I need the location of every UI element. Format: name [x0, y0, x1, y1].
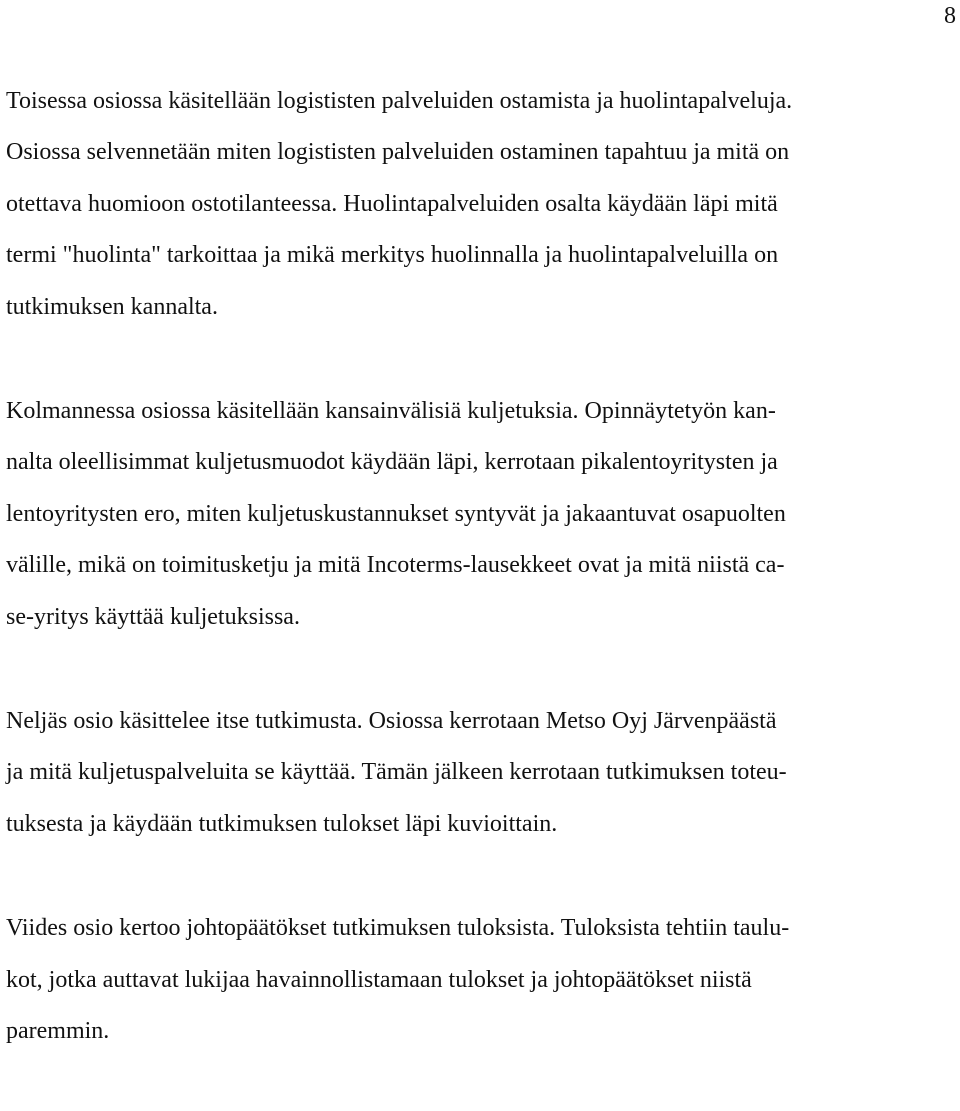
text-line: Osiossa selvennetään miten logististen palveluiden ostaminen tapahtuu ja mitä on — [6, 139, 790, 166]
paragraph-fifth-section — [6, 903, 946, 1057]
text-line: tuksesta ja käydään tutkimuksen tulokset läpi kuvioittain. — [6, 810, 558, 837]
document-body — [6, 76, 946, 1111]
text-line: tutkimuksen kannalta. — [6, 293, 218, 320]
text-line: Viides osio kertoo johtopäätökset tutkimuksen tuloksista. Tuloksista tehtiin taulu- — [6, 915, 790, 942]
text-line: lentoyritysten ero, miten kuljetuskustannukset syntyvät ja jakaantuvat osapuolten — [6, 500, 786, 527]
page-number: 8 — [944, 3, 956, 29]
text-line: kot, jotka auttavat lukijaa havainnollistamaan tulokset ja johtopäätökset niistä — [6, 966, 752, 993]
text-line: otettava huomioon ostotilanteessa. Huolintapalveluiden osalta käydään läpi mitä — [6, 190, 778, 217]
text-line: Neljäs osio käsittelee itse tutkimusta. Osiossa kerrotaan Metso Oyj Järvenpäästä — [6, 708, 777, 735]
text-line: se-yritys käyttää kuljetuksissa. — [6, 603, 300, 630]
text-line: ja mitä kuljetuspalveluita se käyttää. Tämän jälkeen kerrotaan tutkimuksen toteu- — [6, 759, 787, 786]
text-line: Toisessa osiossa käsitellään logististen palveluiden ostamista ja huolintapalveluja. — [6, 88, 793, 114]
text-line: paremmin. — [6, 1018, 110, 1045]
text-line: välille, mikä on toimitusketju ja mitä Incoterms-lausekkeet ovat ja mitä niistä ca- — [6, 552, 785, 579]
text-line: Kolmannessa osiossa käsitellään kansainvälisiä kuljetuksia. Opinnäytetyön kan- — [6, 398, 776, 425]
text-line: nalta oleellisimmat kuljetusmuodot käydään läpi, kerrotaan pikalentoyritysten ja — [6, 449, 778, 476]
paragraph-third-section — [6, 386, 946, 643]
text-line: termi "huolinta" tarkoittaa ja mikä merkitys huolinnalla ja huolintapalveluilla on — [6, 242, 779, 269]
paragraph-second-section — [6, 76, 946, 333]
paragraph-fourth-section — [6, 696, 946, 850]
